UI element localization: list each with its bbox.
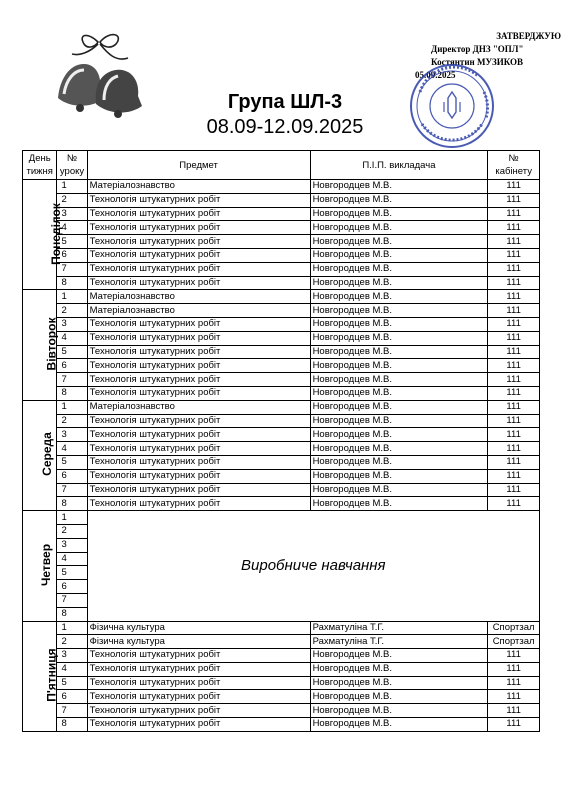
teacher-cell: Новгородцев М.В. [310,221,488,235]
table-row [23,276,540,290]
lesson-number: 5 [57,676,87,690]
table-row [23,511,540,525]
table-row [23,690,540,704]
subject-cell: Технологія штукатурних робіт [87,442,310,456]
table-row [23,373,540,387]
table-row [23,304,540,318]
subject-cell: Технологія штукатурних робіт [87,276,310,290]
table-row [23,262,540,276]
day-label: Вівторок [44,317,59,371]
table-row [23,248,540,262]
lesson-number: 1 [57,511,87,525]
subject-cell: Технологія штукатурних робіт [87,248,310,262]
lesson-number: 8 [57,718,87,732]
table-row [23,497,540,511]
subject-cell: Матеріалознавство [87,400,310,414]
header-lesson: № уроку [57,151,87,180]
subject-cell: Технологія штукатурних робіт [87,331,310,345]
room-cell: 111 [488,262,540,276]
subject-cell: Технологія штукатурних робіт [87,386,310,400]
room-cell: 111 [488,193,540,207]
lesson-number: 6 [57,580,87,594]
table-row [23,414,540,428]
lesson-number: 8 [57,607,87,621]
lesson-number: 2 [57,193,87,207]
lesson-number: 2 [57,304,87,318]
merged-activity-cell: Виробниче навчання [87,511,539,621]
teacher-cell: Новгородцев М.В. [310,400,488,414]
room-cell: 111 [488,704,540,718]
lesson-number: 6 [57,469,87,483]
day-cell [23,290,57,400]
schedule-table [22,150,540,732]
teacher-cell: Новгородцев М.В. [310,455,488,469]
subject-cell: Технологія штукатурних робіт [87,193,310,207]
subject-cell: Матеріалознавство [87,290,310,304]
subject-cell: Технологія штукатурних робіт [87,359,310,373]
teacher-cell: Новгородцев М.В. [310,248,488,262]
table-row [23,331,540,345]
table-row [23,469,540,483]
room-cell: 111 [488,676,540,690]
subject-cell: Технологія штукатурних робіт [87,428,310,442]
room-cell: 111 [488,345,540,359]
room-cell: Спортзал [488,621,540,635]
header-day: День тижня [23,151,57,180]
header-subject: Предмет [87,151,310,180]
table-row [23,207,540,221]
room-cell: 111 [488,400,540,414]
lesson-number: 3 [57,428,87,442]
lesson-number: 1 [57,621,87,635]
teacher-cell: Новгородцев М.В. [310,497,488,511]
room-cell: 111 [488,469,540,483]
subject-cell: Технологія штукатурних робіт [87,649,310,663]
table-row [23,676,540,690]
teacher-cell: Новгородцев М.В. [310,317,488,331]
table-row [23,180,540,194]
table-row [23,704,540,718]
room-cell: 111 [488,428,540,442]
room-cell: 111 [488,455,540,469]
lesson-number: 4 [57,552,87,566]
lesson-number: 2 [57,524,87,538]
table-row [23,483,540,497]
subject-cell: Технологія штукатурних робіт [87,221,310,235]
table-row [23,193,540,207]
day-cell [23,511,57,621]
teacher-cell: Новгородцев М.В. [310,428,488,442]
subject-cell: Технологія штукатурних робіт [87,235,310,249]
lesson-number: 4 [57,442,87,456]
lesson-number: 1 [57,290,87,304]
lesson-number: 3 [57,538,87,552]
day-cell [23,180,63,290]
header-room: № кабінету [488,151,540,180]
subject-cell: Технологія штукатурних робіт [87,690,310,704]
lesson-number: 4 [57,662,87,676]
subject-cell: Технологія штукатурних робіт [87,676,310,690]
lesson-number: 7 [57,262,87,276]
table-row [23,386,540,400]
subject-cell: Технологія штукатурних робіт [87,483,310,497]
room-cell: 111 [488,276,540,290]
room-cell: 111 [488,386,540,400]
teacher-cell: Новгородцев М.В. [310,290,488,304]
table-row [23,621,540,635]
room-cell: 111 [488,221,540,235]
table-row [23,635,540,649]
teacher-cell: Новгородцев М.В. [310,386,488,400]
teacher-cell: Новгородцев М.В. [310,262,488,276]
day-label: Понеділок [48,202,63,265]
room-cell: 111 [488,662,540,676]
day-label: Середа [39,432,54,477]
teacher-cell: Новгородцев М.В. [310,704,488,718]
lesson-number: 5 [57,235,87,249]
teacher-cell: Новгородцев М.В. [310,676,488,690]
approval-date: 05.09.2025 [415,70,456,80]
lesson-number: 7 [57,593,87,607]
room-cell: 111 [488,317,540,331]
subject-cell: Матеріалознавство [87,304,310,318]
teacher-cell: Новгородцев М.В. [310,718,488,732]
room-cell: 111 [488,649,540,663]
period-title: 08.09-12.09.2025 [206,116,364,138]
subject-cell: Технологія штукатурних робіт [87,317,310,331]
subject-cell: Фізична культура [87,621,310,635]
teacher-cell: Новгородцев М.В. [310,414,488,428]
teacher-cell: Новгородцев М.В. [310,483,488,497]
subject-cell: Фізична культура [87,635,310,649]
header-teacher: П.І.П. викладача [310,151,488,180]
room-cell: 111 [488,304,540,318]
teacher-cell: Новгородцев М.В. [310,276,488,290]
table-row [23,662,540,676]
lesson-number: 8 [57,386,87,400]
room-cell: 111 [488,235,540,249]
subject-cell: Технологія штукатурних робіт [87,469,310,483]
teacher-cell: Новгородцев М.В. [310,193,488,207]
room-cell: 111 [488,690,540,704]
lesson-number: 6 [57,359,87,373]
table-row [23,345,540,359]
room-cell: 111 [488,207,540,221]
lesson-number: 8 [57,276,87,290]
lesson-number: 1 [57,180,87,194]
day-label: П'ятниця [44,648,59,702]
lesson-number: 7 [57,373,87,387]
lesson-number: 4 [57,331,87,345]
subject-cell: Технологія штукатурних робіт [87,262,310,276]
lesson-number: 6 [57,690,87,704]
room-cell: 111 [488,248,540,262]
subject-cell: Технологія штукатурних робіт [87,414,310,428]
room-cell: 111 [488,331,540,345]
room-cell: 111 [488,442,540,456]
table-row [23,290,540,304]
room-cell: 111 [488,718,540,732]
teacher-cell: Новгородцев М.В. [310,442,488,456]
lesson-number: 5 [57,566,87,580]
table-row [23,221,540,235]
table-row [23,359,540,373]
table-header-row [23,151,540,180]
subject-cell: Технологія штукатурних робіт [87,718,310,732]
subject-cell: Технологія штукатурних робіт [87,345,310,359]
room-cell: 111 [488,290,540,304]
teacher-cell: Новгородцев М.В. [310,235,488,249]
subject-cell: Технологія штукатурних робіт [87,455,310,469]
teacher-cell: Новгородцев М.В. [310,331,488,345]
lesson-number: 5 [57,345,87,359]
table-row [23,428,540,442]
lesson-number: 5 [57,455,87,469]
lesson-number: 3 [57,649,87,663]
table-row [23,455,540,469]
lesson-number: 8 [57,497,87,511]
teacher-cell: Рахматуліна Т.Г. [310,635,488,649]
day-cell [23,400,57,510]
room-cell: 111 [488,373,540,387]
lesson-number: 7 [57,704,87,718]
lesson-number: 3 [57,317,87,331]
lesson-number: 1 [57,400,87,414]
subject-cell: Технологія штукатурних робіт [87,662,310,676]
subject-cell: Матеріалознавство [87,180,310,194]
teacher-cell: Рахматуліна Т.Г. [310,621,488,635]
teacher-cell: Новгородцев М.В. [310,373,488,387]
teacher-cell: Новгородцев М.В. [310,359,488,373]
lesson-number: 4 [57,221,87,235]
room-cell: 111 [488,483,540,497]
table-row [23,400,540,414]
teacher-cell: Новгородцев М.В. [310,345,488,359]
subject-cell: Технологія штукатурних робіт [87,207,310,221]
group-title: Група ШЛ-3 [227,91,343,113]
lesson-number: 3 [57,207,87,221]
table-row [23,442,540,456]
subject-cell: Технологія штукатурних робіт [87,704,310,718]
approval-name: Костянтин МУЗИКОВ [431,57,524,67]
lesson-number: 2 [57,414,87,428]
subject-cell: Технологія штукатурних робіт [87,373,310,387]
approval-heading: ЗАТВЕРДЖУЮ [496,31,561,41]
table-row [23,649,540,663]
approval-position: Директор ДНЗ "ОПЛ" [431,44,524,54]
teacher-cell: Новгородцев М.В. [310,304,488,318]
room-cell: 111 [488,359,540,373]
teacher-cell: Новгородцев М.В. [310,180,488,194]
day-label: Четвер [39,543,54,586]
teacher-cell: Новгородцев М.В. [310,469,488,483]
teacher-cell: Новгородцев М.В. [310,662,488,676]
lesson-number: 2 [57,635,87,649]
lesson-number: 6 [57,248,87,262]
table-row [23,718,540,732]
teacher-cell: Новгородцев М.В. [310,207,488,221]
room-cell: 111 [488,180,540,194]
table-row [23,317,540,331]
teacher-cell: Новгородцев М.В. [310,690,488,704]
subject-cell: Технологія штукатурних робіт [87,497,310,511]
room-cell: 111 [488,414,540,428]
day-cell [23,621,57,731]
teacher-cell: Новгородцев М.В. [310,649,488,663]
room-cell: 111 [488,497,540,511]
room-cell: Спортзал [488,635,540,649]
schedule-body [23,180,540,732]
lesson-number: 7 [57,483,87,497]
table-row [23,235,540,249]
